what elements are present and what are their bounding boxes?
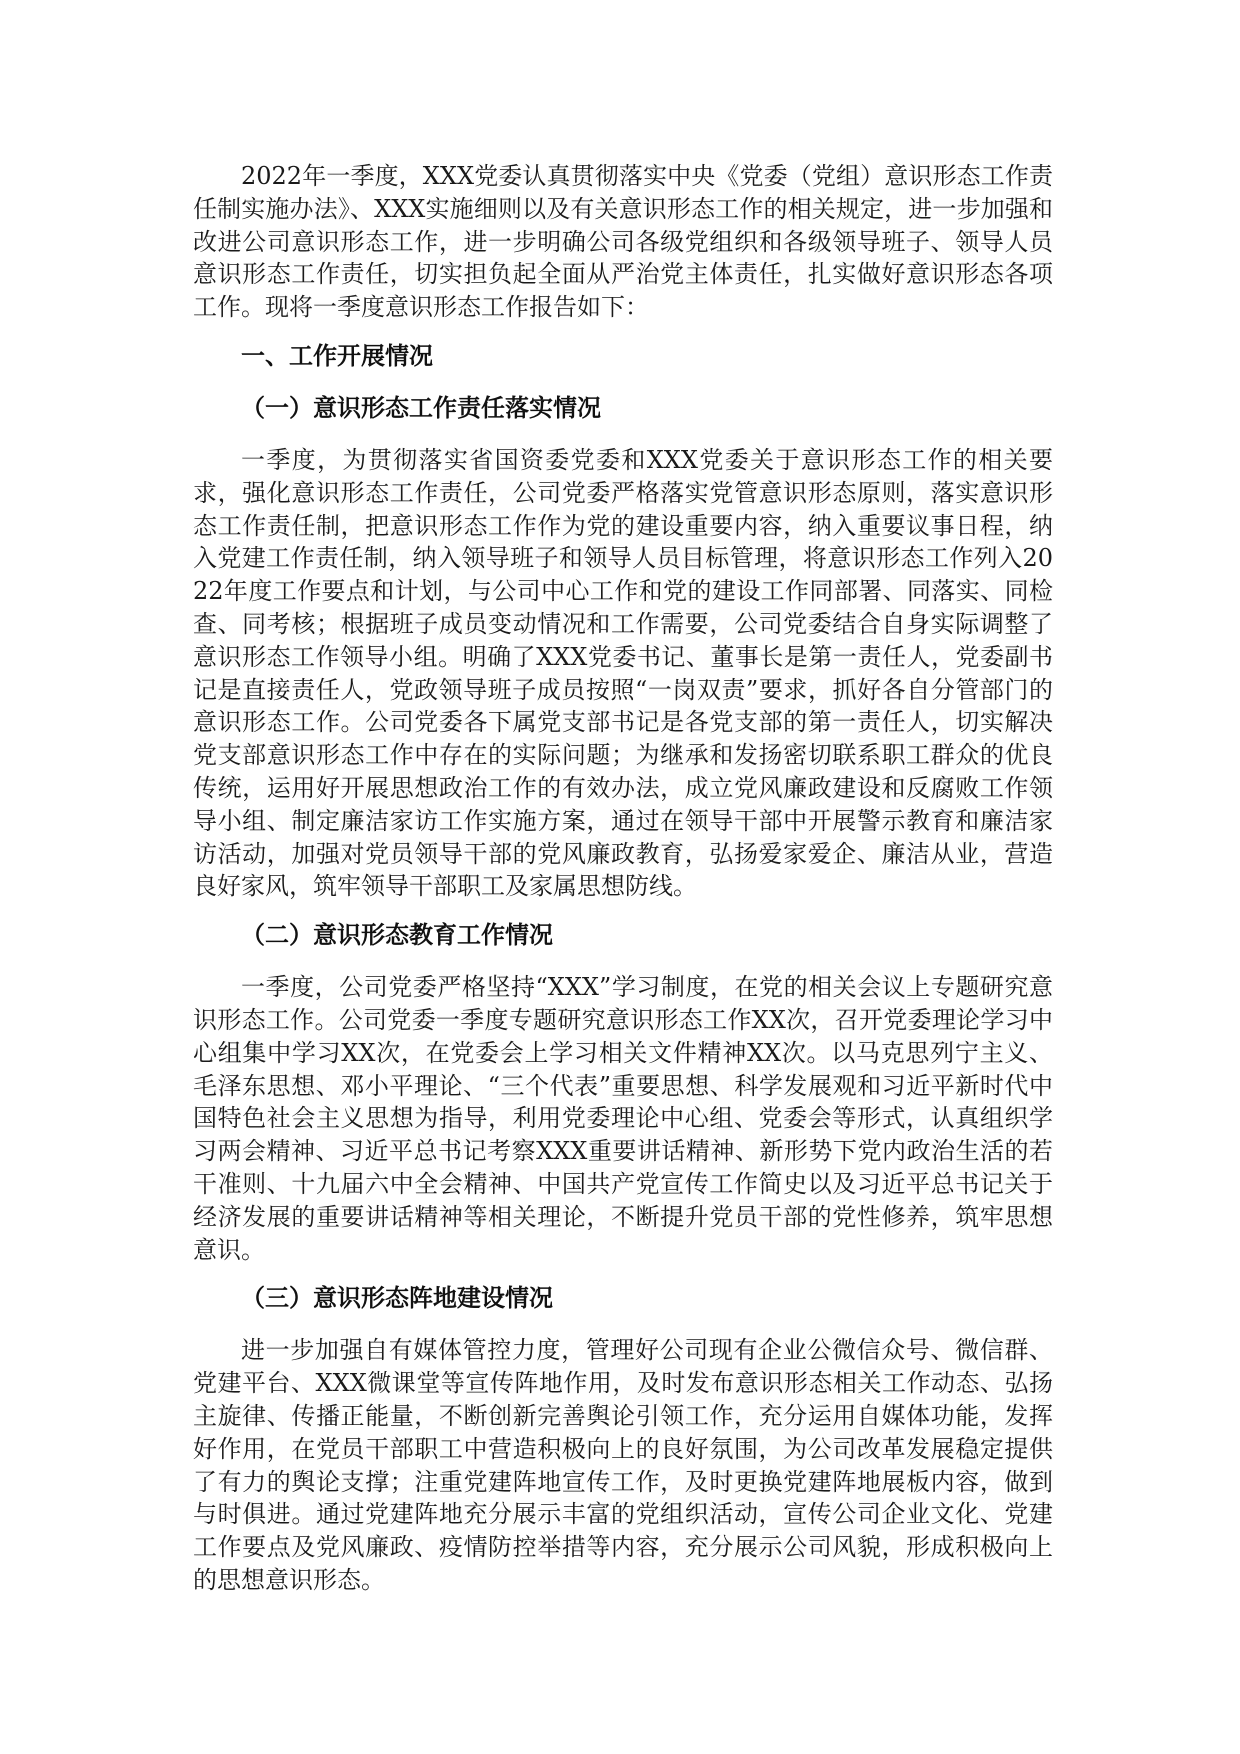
education-paragraph: 一季度，公司党委严格坚持“XXX”学习制度，在党的相关会议上专题研究意识形态工作。公司党委一季度专题研究意识形态工作XX次，召开党委理论学习中心组集中学习XX次，在党委会上学习相关文件精神XX次。以马克思列宁主义、毛泽东思想、邓小平理论、“三个代表”重要思想、科学发展观和习近平新时代中国特色社会主义思想为指导，利用党委理论中心组、党委会等形式，认真组织学习两会精神、习近平总书记考察XXX重要讲话精神、新形势下党内政治生活的若干准则、十九届六中全会精神、中国共产党宣传工作简史以及习近平总书记关于经济发展的重要讲话精神等相关理论，不断提升党员干部的党性修养，筑牢思想意识。 [193,973,1053,1264]
subheading-platform: （三）意识形态阵地建设情况 [241,1284,553,1313]
intro-paragraph: 2022年一季度，XXX党委认真贯彻落实中央《党委（党组）意识形态工作责任制实施办法》、XXX实施细则以及有关意识形态工作的相关规定，进一步加强和改进公司意识形态工作，进一步明确公司各级党组织和各级领导班子、领导人员意识形态工作责任，切实担负起全面从严治党主体责任，扎实做好意识形态各项工作。现将一季度意识形态工作报告如下： [193,162,1053,322]
responsibility-paragraph: 一季度，为贯彻落实省国资委党委和XXX党委关于意识形态工作的相关要求，强化意识形态工作责任，公司党委严格落实党管意识形态原则，落实意识形态工作责任制，把意识形态工作作为党的建设重要内容，纳入重要议事日程，纳入党建工作责任制，纳入领导班子和领导人员目标管理，将意识形态工作列入2022年度工作要点和计划，与公司中心工作和党的建设工作同部署、同落实、同检查、同考核；根据班子成员变动情况和工作需要，公司党委结合自身实际调整了意识形态工作领导小组。明确了XXX党委书记、董事长是第一责任人，党委副书记是直接责任人，党政领导班子成员按照“一岗双责”要求，抓好各自分管部门的意识形态工作。公司党委各下属党支部书记是各党支部的第一责任人，切实解决党支部意识形态工作中存在的实际问题；为继承和发扬密切联系职工群众的优良传统，运用好开展思想政治工作的有效办法，成立党风廉政建设和反腐败工作领导小组、制定廉洁家访工作实施方案，通过在领导干部中开展警示教育和廉洁家访活动，加强对党员领导干部的党风廉政教育，弘扬爱家爱企、廉洁从业，营造良好家风，筑牢领导干部职工及家属思想防线。 [193,445,1053,901]
subheading-education: （二）意识形态教育工作情况 [241,921,553,950]
section-heading-work-progress: 一、工作开展情况 [241,341,433,370]
platform-paragraph: 进一步加强自有媒体管控力度，管理好公司现有企业公微信众号、微信群、党建平台、XXX微课堂等宣传阵地作用，及时发布意识形态相关工作动态、弘扬主旋律、传播正能量，不断创新完善舆论引领工作，充分运用自媒体功能，发挥好作用，在党员干部职工中营造积极向上的良好氛围，为公司改革发展稳定提供了有力的舆论支撑；注重党建阵地宣传工作，及时更换党建阵地展板内容，做到与时俱进。通过党建阵地充分展示丰富的党组织活动，宣传公司企业文化、党建工作要点及党风廉政、疫情防控举措等内容，充分展示公司风貌，形成积极向上的思想意识形态。 [193,1336,1053,1594]
document-page [193,160,1053,1613]
subheading-responsibility: （一）意识形态工作责任落实情况 [241,393,601,422]
